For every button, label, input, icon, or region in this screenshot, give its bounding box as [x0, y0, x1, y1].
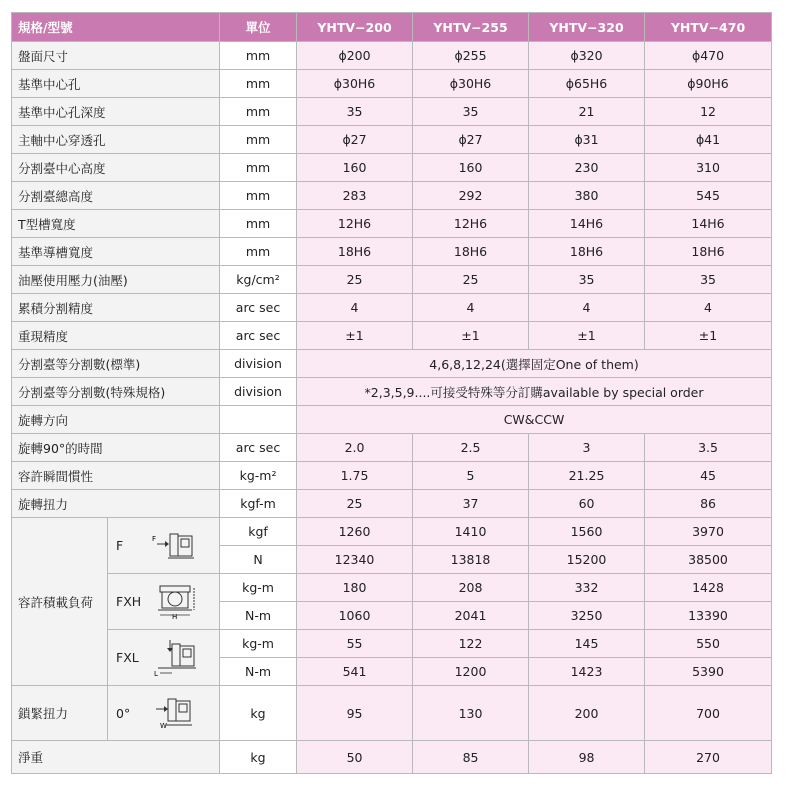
- row-unit: kg-m: [220, 630, 297, 658]
- cell-value: 208: [413, 574, 529, 602]
- row-unit: N-m: [220, 658, 297, 686]
- row-name: 基準導槽寬度: [12, 238, 220, 266]
- cell-value: 292: [413, 182, 529, 210]
- cell-value: 18H6: [529, 238, 645, 266]
- cell-value: ±1: [297, 322, 413, 350]
- svg-text:L: L: [153, 669, 158, 678]
- row-name: 鎖緊扭力: [12, 686, 108, 741]
- header-spec: 規格/型號: [12, 13, 220, 42]
- cell-value: 5: [413, 462, 529, 490]
- cell-value: 12H6: [413, 210, 529, 238]
- row-unit: kg: [220, 741, 297, 774]
- cell-value: 3250: [529, 602, 645, 630]
- row-unit: mm: [220, 70, 297, 98]
- cell-value: 283: [297, 182, 413, 210]
- row-unit: arc sec: [220, 294, 297, 322]
- table-row: [12, 350, 772, 378]
- row-unit: kg/cm²: [220, 266, 297, 294]
- table-row: [12, 490, 772, 518]
- cell-value: 1260: [297, 518, 413, 546]
- cell-value: 25: [297, 490, 413, 518]
- row-unit: kg-m²: [220, 462, 297, 490]
- svg-text:F: F: [151, 534, 157, 543]
- cell-value: 12340: [297, 546, 413, 574]
- cell-value: ϕ320: [529, 42, 645, 70]
- table-row: [12, 42, 772, 70]
- load-sub-f: [108, 518, 220, 574]
- table-row: [12, 70, 772, 98]
- row-name: 分割臺等分割數(標準): [12, 350, 220, 378]
- cell-value: 14H6: [529, 210, 645, 238]
- spec-table: [11, 12, 772, 774]
- row-unit: arc sec: [220, 434, 297, 462]
- table-row: [12, 630, 772, 658]
- cell-value: 310: [645, 154, 772, 182]
- table-row: [12, 210, 772, 238]
- row-unit: kg: [220, 686, 297, 741]
- merged-value: CW&CCW: [297, 406, 772, 434]
- cell-value: ϕ41: [645, 126, 772, 154]
- load-name: 容許積載負荷: [12, 518, 108, 686]
- load-f-diagram-icon: [150, 528, 200, 564]
- row-unit: [220, 406, 297, 434]
- table-row: [12, 686, 772, 741]
- row-name: 容許瞬間慣性: [12, 462, 220, 490]
- cell-value: 1428: [645, 574, 772, 602]
- cell-value: 13390: [645, 602, 772, 630]
- row-name: 旋轉方向: [12, 406, 220, 434]
- cell-value: 4: [413, 294, 529, 322]
- cell-value: 545: [645, 182, 772, 210]
- row-unit: mm: [220, 210, 297, 238]
- cell-value: 700: [645, 686, 772, 741]
- header-unit: 單位: [220, 13, 297, 42]
- cell-value: 86: [645, 490, 772, 518]
- cell-value: 38500: [645, 546, 772, 574]
- cell-value: 4: [297, 294, 413, 322]
- load-sub-label: FXL: [116, 650, 139, 665]
- cell-value: 160: [413, 154, 529, 182]
- cell-value: 85: [413, 741, 529, 774]
- row-unit: arc sec: [220, 322, 297, 350]
- table-row: [12, 126, 772, 154]
- row-name: 重現精度: [12, 322, 220, 350]
- cell-value: 270: [645, 741, 772, 774]
- header-model: YHTV−255: [413, 13, 529, 42]
- table-row: [12, 322, 772, 350]
- table-row: [12, 182, 772, 210]
- cell-value: 380: [529, 182, 645, 210]
- table-row: [12, 294, 772, 322]
- cell-value: 60: [529, 490, 645, 518]
- cell-value: 2041: [413, 602, 529, 630]
- header-model: YHTV−470: [645, 13, 772, 42]
- cell-value: 1423: [529, 658, 645, 686]
- cell-value: 1.75: [297, 462, 413, 490]
- cell-value: 14H6: [645, 210, 772, 238]
- cell-value: 98: [529, 741, 645, 774]
- table-row: [12, 574, 772, 602]
- cell-value: 2.0: [297, 434, 413, 462]
- row-name: 分割臺總高度: [12, 182, 220, 210]
- cell-value: 21: [529, 98, 645, 126]
- cell-value: ϕ27: [297, 126, 413, 154]
- cell-value: 200: [529, 686, 645, 741]
- cell-value: ±1: [413, 322, 529, 350]
- table-row: [12, 462, 772, 490]
- cell-value: ϕ65H6: [529, 70, 645, 98]
- cell-value: 55: [297, 630, 413, 658]
- cell-value: 15200: [529, 546, 645, 574]
- row-unit: mm: [220, 154, 297, 182]
- cell-value: ϕ90H6: [645, 70, 772, 98]
- cell-value: 18H6: [297, 238, 413, 266]
- table-row: [12, 378, 772, 406]
- row-unit: mm: [220, 238, 297, 266]
- load-sub-fxh: [108, 574, 220, 630]
- row-name: 淨重: [12, 741, 220, 774]
- cell-value: ϕ255: [413, 42, 529, 70]
- merged-value: *2,3,5,9....可接受特殊等分訂購available by special order: [297, 378, 772, 406]
- cell-value: 18H6: [645, 238, 772, 266]
- cell-value: 1060: [297, 602, 413, 630]
- load-sub-label: F: [116, 538, 124, 553]
- row-name: 油壓使用壓力(油壓): [12, 266, 220, 294]
- cell-value: 3970: [645, 518, 772, 546]
- cell-value: ϕ30H6: [297, 70, 413, 98]
- cell-value: 12: [645, 98, 772, 126]
- cell-value: 45: [645, 462, 772, 490]
- cell-value: 95: [297, 686, 413, 741]
- cell-value: 25: [413, 266, 529, 294]
- row-unit: mm: [220, 98, 297, 126]
- cell-value: 4: [529, 294, 645, 322]
- load-fxh-diagram-icon: [150, 582, 200, 622]
- cell-value: 145: [529, 630, 645, 658]
- row-unit: N: [220, 546, 297, 574]
- cell-value: 3: [529, 434, 645, 462]
- row-unit: division: [220, 378, 297, 406]
- clamp-diagram-icon: [150, 695, 200, 731]
- table-row: [12, 741, 772, 774]
- cell-value: 130: [413, 686, 529, 741]
- row-name: 基準中心孔深度: [12, 98, 220, 126]
- cell-value: 3.5: [645, 434, 772, 462]
- cell-value: 332: [529, 574, 645, 602]
- row-name: 旋轉扭力: [12, 490, 220, 518]
- cell-value: 25: [297, 266, 413, 294]
- cell-value: 1410: [413, 518, 529, 546]
- row-name: 主軸中心穿透孔: [12, 126, 220, 154]
- row-name: 累積分割精度: [12, 294, 220, 322]
- cell-value: 18H6: [413, 238, 529, 266]
- cell-value: 35: [297, 98, 413, 126]
- row-unit: mm: [220, 126, 297, 154]
- cell-value: 4: [645, 294, 772, 322]
- row-unit: kgf-m: [220, 490, 297, 518]
- row-name: 基準中心孔: [12, 70, 220, 98]
- cell-value: 160: [297, 154, 413, 182]
- table-row: [12, 434, 772, 462]
- cell-value: 35: [529, 266, 645, 294]
- header-row: [12, 13, 772, 42]
- cell-value: 35: [413, 98, 529, 126]
- table-row: [12, 518, 772, 546]
- row-name: 旋轉90°的時間: [12, 434, 220, 462]
- load-sub-fxl: [108, 630, 220, 686]
- header-model: YHTV−200: [297, 13, 413, 42]
- row-unit: kg-m: [220, 574, 297, 602]
- cell-value: 5390: [645, 658, 772, 686]
- cell-value: ϕ470: [645, 42, 772, 70]
- row-name: 分割臺等分割數(特殊規格): [12, 378, 220, 406]
- clamp-sub: [108, 686, 220, 741]
- table-row: [12, 154, 772, 182]
- cell-value: 541: [297, 658, 413, 686]
- clamp-sub-label: 0°: [116, 705, 131, 721]
- row-name: T型槽寬度: [12, 210, 220, 238]
- cell-value: 50: [297, 741, 413, 774]
- merged-value: 4,6,8,12,24(選擇固定One of them): [297, 350, 772, 378]
- cell-value: ϕ27: [413, 126, 529, 154]
- cell-value: 37: [413, 490, 529, 518]
- cell-value: 1560: [529, 518, 645, 546]
- load-sub-label: FXH: [116, 594, 142, 609]
- row-unit: N-m: [220, 602, 297, 630]
- row-unit: kgf: [220, 518, 297, 546]
- cell-value: 12H6: [297, 210, 413, 238]
- cell-value: ϕ200: [297, 42, 413, 70]
- table-row: [12, 238, 772, 266]
- cell-value: 2.5: [413, 434, 529, 462]
- row-unit: division: [220, 350, 297, 378]
- cell-value: ϕ31: [529, 126, 645, 154]
- cell-value: 1200: [413, 658, 529, 686]
- cell-value: 21.25: [529, 462, 645, 490]
- table-row: [12, 266, 772, 294]
- svg-text:H: H: [171, 612, 178, 621]
- load-fxl-diagram-icon: [150, 638, 200, 678]
- svg-text:W: W: [159, 722, 167, 730]
- cell-value: ±1: [645, 322, 772, 350]
- cell-value: 35: [645, 266, 772, 294]
- cell-value: ϕ30H6: [413, 70, 529, 98]
- cell-value: ±1: [529, 322, 645, 350]
- cell-value: 13818: [413, 546, 529, 574]
- row-unit: mm: [220, 182, 297, 210]
- cell-value: 230: [529, 154, 645, 182]
- cell-value: 122: [413, 630, 529, 658]
- cell-value: 550: [645, 630, 772, 658]
- table-row: [12, 98, 772, 126]
- row-name: 分割臺中心高度: [12, 154, 220, 182]
- row-unit: mm: [220, 42, 297, 70]
- table-row: [12, 406, 772, 434]
- row-name: 盤面尺寸: [12, 42, 220, 70]
- header-model: YHTV−320: [529, 13, 645, 42]
- cell-value: 180: [297, 574, 413, 602]
